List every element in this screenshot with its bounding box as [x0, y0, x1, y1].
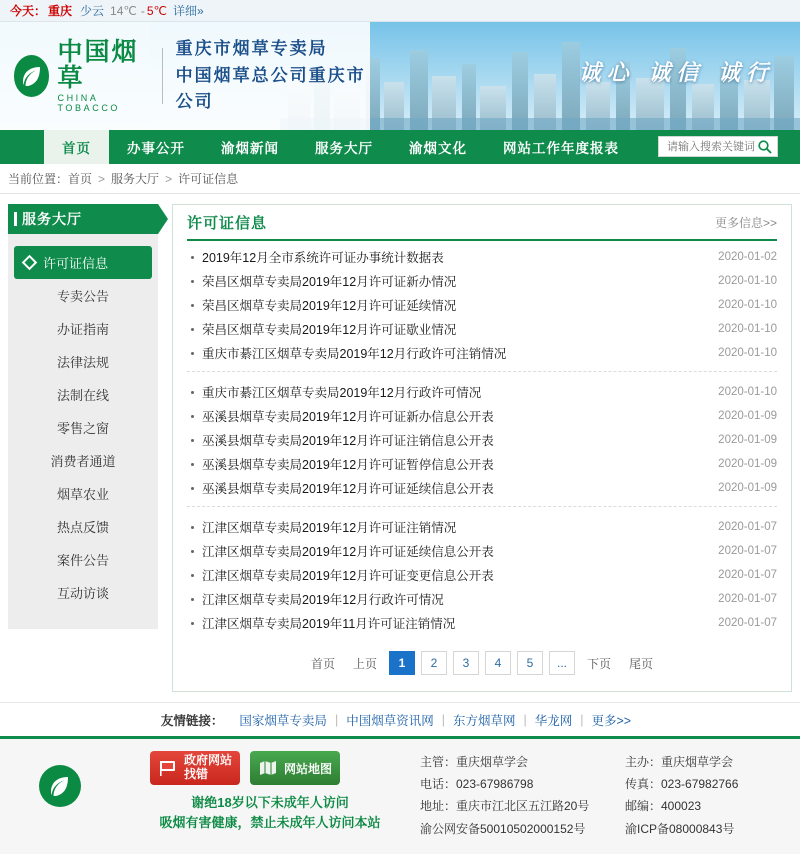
list-item-date: 2020-01-09	[718, 410, 777, 422]
sidebar-menu	[8, 234, 158, 629]
weather-city: 重庆	[48, 4, 73, 18]
tobacco-leaf-icon	[39, 765, 81, 807]
bullet-icon	[191, 391, 194, 394]
list-item-date: 2020-01-10	[718, 275, 777, 287]
bullet-icon	[191, 439, 194, 442]
age-warning-line-1: 谢绝18岁以下未成年人访问	[191, 795, 349, 810]
weather-sep: -	[140, 3, 145, 18]
bullet-icon	[191, 328, 194, 331]
badge-line-2: 找错	[184, 767, 209, 781]
badge-line-1: 政府网站	[184, 753, 233, 768]
banner-slogan: 诚心 诚信 诚行	[578, 60, 774, 86]
list-item-title[interactable]: 江津区烟草专卖局2019年12月许可证变更信息公开表	[202, 569, 494, 583]
bullet-icon	[191, 526, 194, 529]
list-item-title[interactable]: 荣昌区烟草专卖局2019年12月许可证歇业情况	[202, 323, 457, 337]
list-item[interactable]	[187, 587, 777, 611]
footer-phone: 电话：023-67986798	[420, 777, 534, 792]
organization-name	[176, 36, 370, 115]
site-map-badge[interactable]	[250, 751, 340, 785]
content-panel	[172, 204, 792, 692]
sidebar-item-tobacco-agriculture[interactable]	[8, 477, 158, 510]
sidebar-item-laws[interactable]	[8, 345, 158, 378]
pagination-ellipsis: ...	[549, 651, 575, 675]
breadcrumb-item-home[interactable]: 首页	[68, 172, 93, 186]
footer-icp-record: 渝ICP备08000843号	[625, 821, 735, 836]
weather-today-label: 今天：	[10, 4, 47, 18]
nav-item-home[interactable]	[44, 130, 109, 164]
content-header	[187, 205, 777, 241]
footer-address: 地址：重庆市江北区五江路20号	[420, 799, 590, 814]
pagination-last[interactable]: 尾页	[629, 656, 654, 671]
pagination-page-5[interactable]: 5	[517, 651, 543, 675]
pagination	[187, 651, 777, 675]
logo-english-name: CHINA TOBACCO	[57, 93, 121, 113]
list-item-date: 2020-01-02	[718, 251, 777, 263]
bullet-icon	[191, 550, 194, 553]
site-footer	[0, 736, 800, 854]
list-item[interactable]	[187, 293, 777, 317]
nav-item-annual-report[interactable]	[485, 130, 637, 164]
nav-label: 服务大厅	[315, 141, 373, 156]
news-group	[187, 506, 777, 635]
site-logo[interactable]	[0, 36, 149, 113]
list-item-date: 2020-01-07	[718, 545, 777, 557]
footer-logo	[0, 751, 120, 807]
list-item-title[interactable]: 荣昌区烟草专卖局2019年12月许可证延续情况	[202, 299, 457, 313]
pagination-next[interactable]: 下页	[587, 656, 612, 671]
news-group	[187, 241, 777, 365]
search-box[interactable]	[658, 136, 778, 157]
pagination-prev[interactable]: 上页	[352, 656, 377, 671]
list-item[interactable]	[187, 611, 777, 635]
list-item-title[interactable]: 2019年12月全市系统许可证办事统计数据表	[202, 251, 444, 265]
list-item-title[interactable]: 巫溪县烟草专卖局2019年12月许可证注销信息公开表	[202, 434, 494, 448]
bullet-icon	[191, 415, 194, 418]
footer-info-column-2	[625, 751, 800, 840]
sidebar-item-license-guide[interactable]	[8, 312, 158, 345]
list-item-date: 2020-01-09	[718, 458, 777, 470]
list-item-date: 2020-01-07	[718, 569, 777, 581]
sidebar-title: 服务大厅	[8, 204, 158, 234]
weather-low: 5℃	[146, 3, 168, 18]
weather-condition: 少云	[80, 4, 105, 18]
logo-divider	[162, 48, 163, 104]
nav-label: 渝烟文化	[409, 141, 467, 156]
age-warning-line-2: 吸烟有害健康，禁止未成年人访问本站	[159, 815, 381, 831]
list-item[interactable]	[187, 404, 777, 428]
footer-badges	[120, 751, 420, 833]
sidebar-item-label: 案件公告	[56, 553, 109, 568]
list-item-title[interactable]: 巫溪县烟草专卖局2019年12月许可证延续信息公开表	[202, 482, 494, 496]
bullet-icon	[191, 622, 194, 625]
site-banner	[0, 22, 800, 130]
news-group	[187, 371, 777, 500]
list-item-title[interactable]: 重庆市綦江区烟草专卖局2019年12月行政许可情况	[202, 386, 482, 400]
list-item[interactable]	[187, 380, 777, 404]
sidebar-item-label: 法律法规	[56, 355, 109, 370]
bullet-icon	[191, 487, 194, 490]
nav-label: 办事公开	[127, 141, 185, 156]
breadcrumb-prefix: 当前位置：	[8, 172, 69, 186]
list-item[interactable]	[187, 515, 777, 539]
list-item-date: 2020-01-09	[718, 482, 777, 494]
footer-host: 主办：重庆烟草学会	[625, 755, 734, 769]
weather-high: 14℃	[110, 3, 137, 18]
sidebar-item-label: 烟草农业	[56, 487, 109, 502]
sidebar	[8, 204, 158, 692]
nav-label: 网站工作年度报表	[503, 141, 619, 156]
weather-detail-link[interactable]: 详细»	[173, 4, 204, 18]
sidebar-item-monopoly-notice[interactable]	[8, 279, 158, 312]
sidebar-item-label: 零售之窗	[56, 421, 109, 436]
friend-link-hualongwang[interactable]: 华龙网	[534, 713, 573, 728]
badge-text: 网站地图	[284, 761, 333, 776]
list-item-title[interactable]: 巫溪县烟草专卖局2019年12月许可证新办信息公开表	[202, 410, 494, 424]
list-item-date: 2020-01-10	[718, 347, 777, 359]
sidebar-item-label: 热点反馈	[56, 520, 109, 535]
nav-item-culture[interactable]	[391, 130, 485, 164]
main-navigation	[0, 130, 800, 164]
list-item-title[interactable]: 江津区烟草专卖局2019年12月许可证注销情况	[202, 521, 457, 535]
breadcrumb	[0, 164, 800, 194]
friend-link-eastern-tobacco[interactable]: 东方烟草网	[452, 713, 516, 728]
sidebar-item-label: 办证指南	[56, 322, 109, 337]
pagination-page-1[interactable]: 1	[389, 651, 415, 675]
list-item[interactable]	[187, 317, 777, 341]
link-separator: |	[580, 712, 584, 727]
bullet-icon	[191, 463, 194, 466]
sidebar-item-label: 互动访谈	[56, 586, 109, 601]
page-title: 许可证信息	[187, 214, 268, 232]
sidebar-item-interview[interactable]	[8, 576, 158, 609]
list-item-title[interactable]: 江津区烟草专卖局2019年11月许可证注销情况	[202, 617, 456, 631]
sidebar-item-label: 许可证信息	[43, 256, 109, 271]
age-warning	[120, 793, 420, 833]
bullet-icon	[191, 574, 194, 577]
nav-item-affairs-open[interactable]	[109, 130, 203, 164]
org-line-1: 重庆市烟草专卖局	[175, 39, 328, 60]
breadcrumb-separator: >	[98, 171, 106, 186]
list-item[interactable]	[187, 476, 777, 500]
link-separator: |	[334, 712, 339, 727]
footer-info-column-1	[420, 751, 625, 840]
breadcrumb-item-service-hall[interactable]: 服务大厅	[111, 172, 160, 186]
gov-website-report-badge[interactable]	[150, 751, 240, 785]
page-body	[0, 194, 800, 692]
pagination-first[interactable]: 首页	[310, 656, 335, 671]
list-item-date: 2020-01-07	[718, 521, 777, 533]
more-link[interactable]: 更多信息>>	[714, 215, 777, 230]
badge-row	[120, 751, 420, 785]
link-separator: |	[441, 712, 445, 727]
banner-brand-panel	[0, 22, 370, 130]
flag-icon	[158, 758, 178, 778]
nav-item-service-hall[interactable]	[297, 130, 391, 164]
sidebar-item-case-notice[interactable]	[8, 543, 158, 576]
sidebar-item-label: 专卖公告	[56, 289, 109, 304]
list-item-date: 2020-01-10	[718, 323, 777, 335]
sidebar-item-legal-online[interactable]	[8, 378, 158, 411]
list-item-title[interactable]: 荣昌区烟草专卖局2019年12月许可证新办情况	[202, 275, 457, 289]
map-icon	[258, 758, 278, 778]
tobacco-leaf-icon	[14, 55, 49, 97]
pagination-page-4[interactable]: 4	[485, 651, 511, 675]
list-item-title[interactable]: 巫溪县烟草专卖局2019年12月许可证暂停信息公开表	[202, 458, 494, 472]
list-item[interactable]	[187, 428, 777, 452]
footer-fax: 传真：023-67982766	[625, 777, 739, 792]
list-item-date: 2020-01-07	[718, 593, 777, 605]
logo-chinese-name: 中国烟草	[57, 36, 139, 93]
footer-police-record: 渝公网安备50010502000152号	[420, 821, 586, 836]
list-item-title[interactable]: 江津区烟草专卖局2019年12月许可证延续信息公开表	[202, 545, 494, 559]
breadcrumb-separator: >	[165, 171, 173, 186]
nav-label: 首页	[62, 141, 91, 156]
sidebar-item-label: 消费者通道	[50, 454, 116, 469]
friend-link-more[interactable]: 更多>>	[591, 713, 632, 728]
bullet-icon	[191, 280, 194, 283]
list-item-date: 2020-01-09	[718, 434, 777, 446]
footer-postcode: 邮编：400023	[625, 799, 702, 814]
link-separator: |	[523, 712, 527, 727]
sidebar-item-hot-feedback[interactable]	[8, 510, 158, 543]
friend-link-tobacco-info[interactable]: 中国烟草资讯网	[346, 713, 434, 728]
org-line-2: 中国烟草总公司重庆市公司	[175, 65, 366, 113]
list-item[interactable]	[187, 341, 777, 365]
pagination-page-2[interactable]: 2	[421, 651, 447, 675]
nav-label: 渝烟新闻	[221, 141, 279, 156]
list-item[interactable]	[187, 245, 777, 269]
search-icon[interactable]	[757, 139, 773, 158]
list-item-title[interactable]: 重庆市綦江区烟草专卖局2019年12月行政许可注销情况	[202, 347, 507, 361]
diamond-icon	[22, 255, 38, 271]
friend-links	[0, 702, 800, 736]
search-input[interactable]	[665, 138, 757, 155]
nav-item-news[interactable]	[203, 130, 297, 164]
sidebar-item-license-info[interactable]	[14, 246, 152, 279]
sidebar-item-label: 法制在线	[56, 388, 109, 403]
sidebar-item-consumer-channel[interactable]	[8, 444, 158, 477]
list-item[interactable]	[187, 563, 777, 587]
list-item-date: 2020-01-07	[718, 617, 777, 629]
list-item-date: 2020-01-10	[718, 386, 777, 398]
list-item-title[interactable]: 江津区烟草专卖局2019年12月行政许可情况	[202, 593, 444, 607]
sidebar-item-retail-window[interactable]	[8, 411, 158, 444]
bullet-icon	[191, 256, 194, 259]
breadcrumb-item-license-info[interactable]: 许可证信息	[178, 172, 239, 186]
footer-supervisor: 主管：重庆烟草学会	[420, 755, 529, 769]
list-item[interactable]	[187, 539, 777, 563]
bullet-icon	[191, 304, 194, 307]
list-item[interactable]	[187, 269, 777, 293]
weather-bar	[0, 0, 800, 22]
list-item[interactable]	[187, 452, 777, 476]
friend-links-label: 友情链接：	[160, 713, 224, 728]
pagination-page-3[interactable]: 3	[453, 651, 479, 675]
list-item-date: 2020-01-10	[718, 299, 777, 311]
badge-text	[184, 754, 232, 782]
friend-link-state-bureau[interactable]: 国家烟草专卖局	[239, 713, 327, 728]
bullet-icon	[191, 352, 194, 355]
bullet-icon	[191, 598, 194, 601]
